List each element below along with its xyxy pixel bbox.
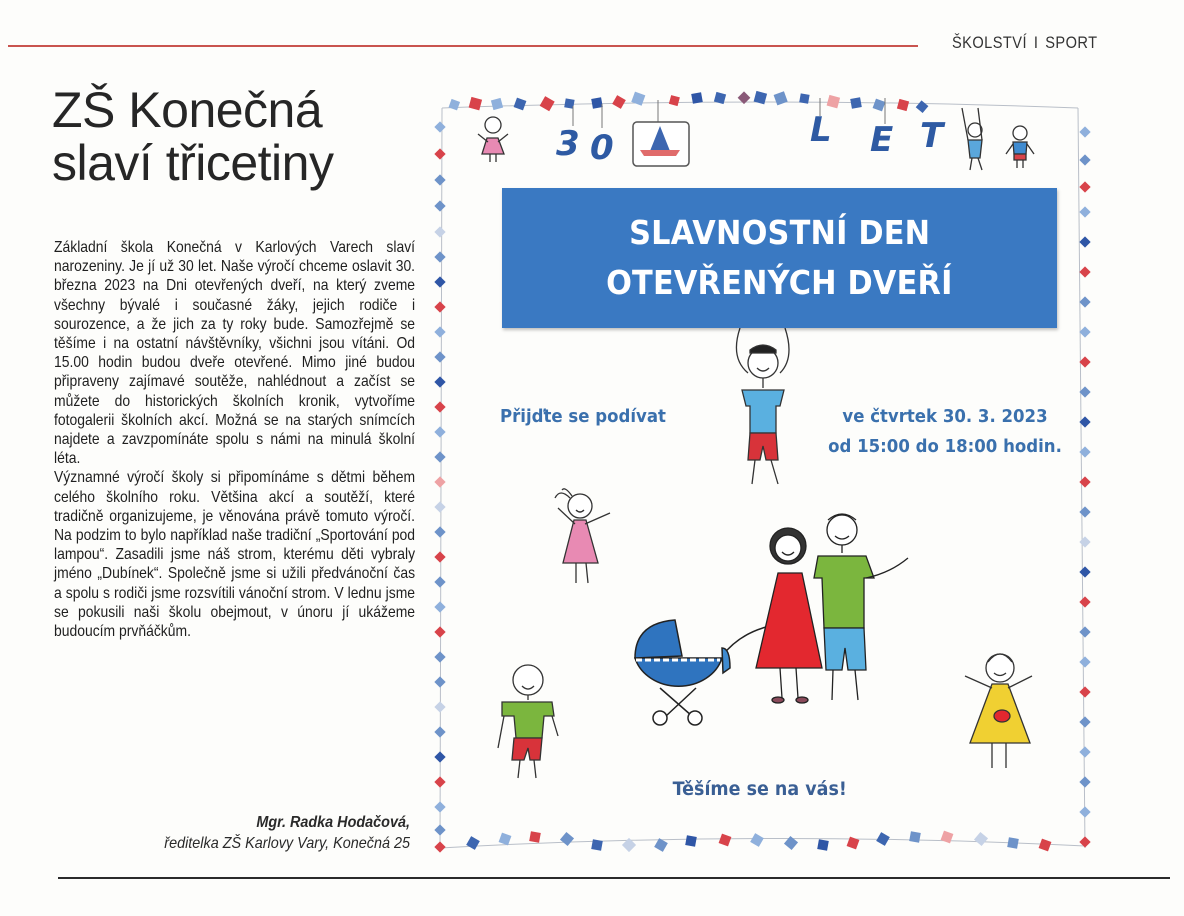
event-datetime	[800, 402, 1090, 462]
open-day-poster	[430, 88, 1110, 868]
school-logo	[633, 122, 689, 166]
garland-letter: 0	[590, 128, 614, 168]
girl-pink-left	[555, 489, 610, 583]
father-green-shirt	[814, 514, 908, 700]
event-date: ve čtvrtek 30. 3. 2023	[842, 406, 1048, 427]
author-title: ředitelka ZŠ Karlovy Vary, Konečná 25	[164, 835, 410, 852]
footer-rule	[58, 877, 1170, 879]
section-separator: I	[1033, 33, 1039, 52]
headline-line-2: slaví třicetiny	[52, 135, 334, 191]
garland-letter: T	[920, 116, 944, 156]
garland-letter: E	[870, 120, 894, 160]
section-sport: SPORT	[1045, 33, 1098, 52]
headline-line-1: ZŠ Konečná	[52, 82, 323, 138]
garland-letter: L	[810, 110, 832, 150]
section-label	[952, 33, 1097, 53]
article-headline	[52, 84, 422, 190]
mother-red-dress	[756, 528, 822, 703]
event-time: od 15:00 do 18:00 hodin.	[828, 436, 1062, 457]
boy-green-left	[498, 665, 558, 778]
girl-pink-top	[478, 117, 508, 162]
section-education: ŠKOLSTVÍ	[952, 33, 1027, 52]
header-rule	[8, 45, 918, 47]
article-paragraph: Základní škola Konečná v Karlových Varech slaví narozeniny. Je jí už 30 let. Naše výročí chceme oslavit 30. března 2023 na Dni otevřených dveří, na který zveme všechny bývalé i současné žáky, jejich rodiče i sourozence, a že jich za ty roky bude. Samozřejmě se těšíme i na ostatní návštěvníky, všichni jsou vítáni. Od 15.00 hodin budou dveře otevřené. Mimo jiné budou připraveny zajímavé soutěže, nahlédnout a začíst se můžete do historických školních kronik, vytvoříme fotogalerii školních akcí. Možná se na starých snímcích najdete a zavzpomínáte spolu s námi na minulá školní léta.	[54, 239, 416, 468]
closing-text: Těšíme se na vás!	[672, 778, 848, 800]
event-banner	[502, 188, 1057, 328]
baby-stroller	[635, 620, 770, 725]
article-body	[54, 238, 415, 641]
banner-line-1: SLAVNOSTNÍ DEN	[628, 213, 931, 252]
boy-holding-banner	[736, 328, 789, 484]
article-paragraph: Významné výročí školy si připomínáme s dětmi během celého školního roku. Většina akcí a soutěží, které tradičně organizujeme, je věnována právě tomuto výročí. Na podzim to bylo například naše tradiční „Sportování pod lampou“. Zasadili jsme náš strom, kterému děti vybraly jméno „Dubínek“. Společně jsme si užili předvánoční čas a spolu s rodiči jsme rozsvítili vánoční strom. V lednu jsme se pokusili naši školu obejmout, v únoru jí ukážeme budoucím prvňáčkům.	[54, 469, 416, 641]
garland-letter: 3	[556, 124, 580, 164]
author-name: Mgr. Radka Hodačová,	[256, 814, 410, 831]
girl-yellow-right	[965, 654, 1032, 768]
banner-line-2: OTEVŘENÝCH DVEŘÍ	[606, 263, 953, 302]
boys-top-right	[962, 108, 1034, 170]
article-signature	[54, 812, 410, 854]
invite-text: Přijďte se podívat	[500, 406, 666, 427]
